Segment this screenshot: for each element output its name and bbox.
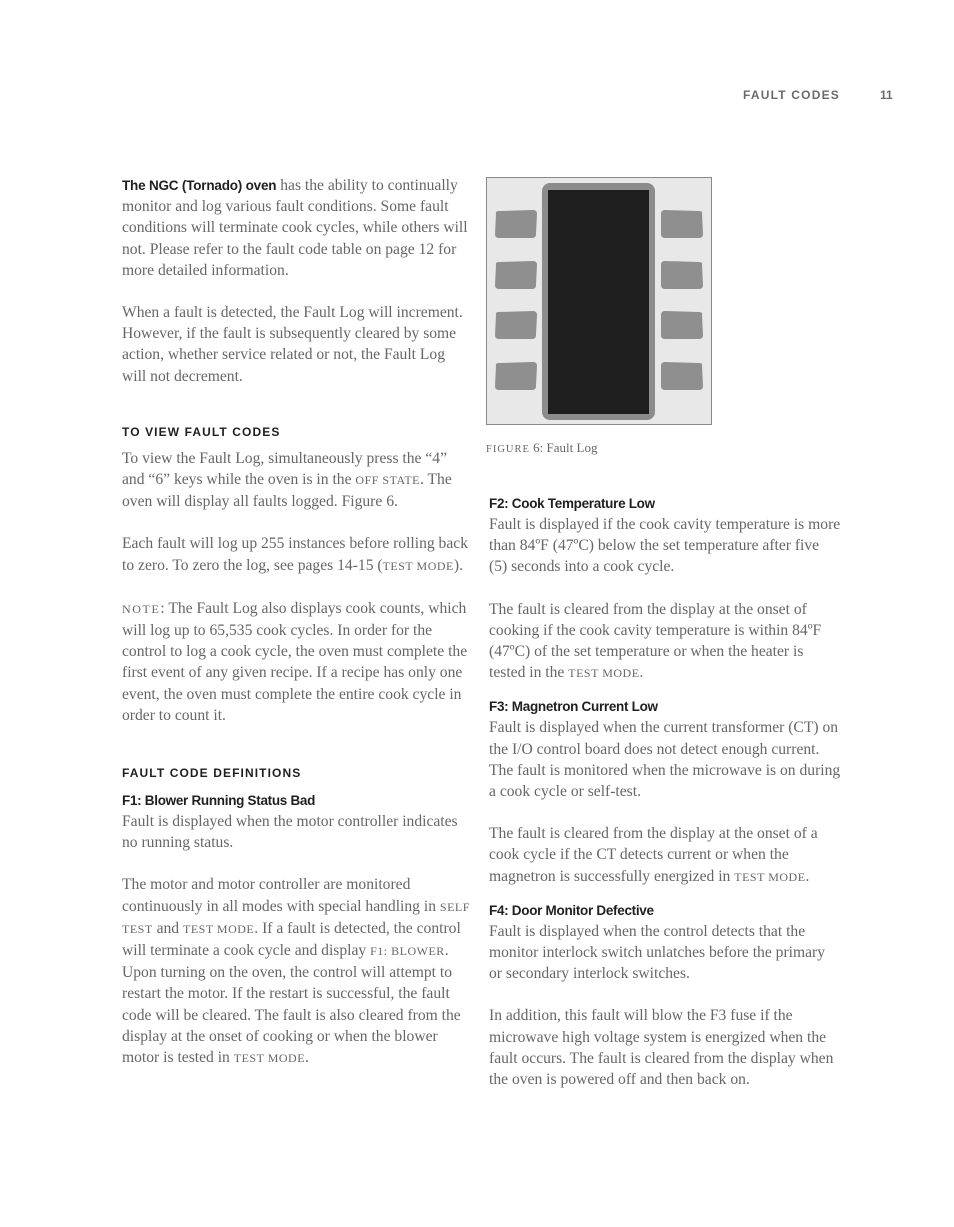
view-paragraph-2 — [122, 533, 472, 576]
f4-paragraph-1: Fault is displayed when the control detects that the monitor interlock switch unlatches before the primary or secondary interlock switches. — [489, 922, 826, 983]
view-p2-text-end: ). — [453, 556, 463, 574]
section-heading-view: TO VIEW FAULT CODES — [122, 424, 281, 439]
f1-p2-text-e: . — [305, 1049, 309, 1067]
soft-key-button — [661, 311, 703, 339]
soft-key-button — [661, 210, 703, 238]
soft-key-button — [495, 311, 537, 339]
soft-key-button — [495, 210, 537, 238]
view-p1-text: To view the Fault Log, simultaneously press the “4” and “6” keys while the oven is in the — [122, 449, 448, 489]
display-screen — [548, 190, 649, 414]
left-column — [122, 175, 472, 1069]
f3-title: F3: Magnetron Current Low — [489, 699, 658, 715]
intro-paragraph — [122, 175, 472, 281]
f2-title: F2: Cook Temperature Low — [489, 496, 655, 511]
f2-p2-text-end: . — [639, 664, 644, 682]
figure-caption-label: FIGURE — [486, 444, 530, 455]
view-paragraph-1 — [122, 448, 472, 513]
right-column — [489, 493, 841, 1090]
f1-paragraph-2 — [122, 874, 472, 1069]
soft-key-button — [495, 362, 537, 390]
f2-p2-text: The fault is cleared from the display at the onset of cooking if the cook cavity temperature is within 84ºF (47ºC) of the set temperature or when the heater is tested in the — [489, 600, 822, 682]
section-heading-definitions: FAULT CODE DEFINITIONS — [122, 766, 302, 781]
f3-p2-text: The fault is cleared from the display at the onset of a cook cycle if the CT detects current or when the magnetron is successfully energized in — [489, 825, 818, 885]
intro-lead: The NGC (Tornado) oven — [122, 178, 277, 193]
f3-p2-smallcaps: TEST MODE — [734, 869, 806, 884]
f1-p2-smallcaps-3: F1: BLOWER — [370, 944, 445, 959]
f1-p2-smallcaps-2: TEST MODE — [182, 921, 255, 936]
running-head: FAULT CODES — [743, 88, 840, 102]
f3-paragraph-1: Fault is displayed when the current transformer (CT) on the I/O control board does not detect enough current. The fault is monitored when the microwave is on during a cook cycle or self-test. — [489, 719, 841, 801]
view-p1-text-end: . The oven will display all faults logged. Figure 6. — [122, 471, 452, 511]
f2-paragraph-1: Fault is displayed if the cook cavity temperature is more than 84ºF (47ºC) below the set temperature after five (5) seconds into a cook cycle. — [489, 516, 841, 576]
figure-caption — [486, 437, 597, 460]
f4-title: F4: Door Monitor Defective — [489, 902, 654, 918]
note-label: NOTE — [122, 601, 161, 616]
f1-p2-smallcaps-1: SELF TEST — [122, 899, 470, 936]
f1-p2-text-a: The motor and motor controller are monitored continuously in all modes with special handling in — [122, 876, 440, 915]
f2-paragraph-2 — [489, 599, 841, 685]
f1-p2-text-d: . Upon turning on the oven, the control will attempt to restart the motor. If the restart is successful, the fault code will be cleared. The fault is also cleared from the display at the onset of cooking or when the blower motor is tested in — [122, 942, 461, 1067]
soft-key-button — [495, 261, 537, 289]
intro-text: has the ability to continually monitor and log various fault conditions. Some fault conditions will terminate cook cycles, while others will not. Please refer to the fault code table on page 12 for more detailed information. — [122, 177, 468, 279]
figure-caption-text: 6: Fault Log — [529, 440, 598, 455]
f3-paragraph-2 — [489, 823, 841, 888]
f1-p2-text-b: and — [152, 919, 183, 937]
note-paragraph — [122, 598, 472, 726]
f1-paragraph-1: Fault is displayed when the motor controller indicates no running status. — [122, 813, 458, 852]
f4-paragraph-2: In addition, this fault will blow the F3 fuse if the microwave high voltage system is energized when the fault occurs. The fault is cleared from the display when the oven is powered off and then back on. — [489, 1007, 834, 1089]
page-number: 11 — [880, 88, 893, 102]
intro-paragraph-2: When a fault is detected, the Fault Log will increment. However, if the fault is subsequently cleared by some action, whether service related or not, the Fault Log will not decrement. — [122, 304, 463, 385]
f3-p2-text-end: . — [805, 867, 810, 885]
note-text: : The Fault Log also displays cook counts, which will log up to 65,535 cook cycles. In order for the control to log a cook cycle, the oven must complete the first event of any given recipe. If a recipe has only one event, the oven must complete the entire cook cycle in order to count it. — [122, 599, 468, 724]
view-p1-smallcaps: OFF STATE — [355, 473, 420, 488]
f1-p2-text-c: . If a fault is detected, the control will terminate a cook cycle and display — [122, 919, 461, 960]
f2-p2-smallcaps: TEST MODE — [568, 666, 640, 681]
control-panel-illustration — [487, 178, 711, 424]
f1-title: F1: Blower Running Status Bad — [122, 793, 316, 809]
f1-p2-smallcaps-4: TEST MODE — [233, 1051, 306, 1066]
figure-6-control-panel — [486, 177, 712, 425]
soft-key-button — [661, 261, 703, 289]
soft-key-button — [661, 362, 703, 390]
view-p2-smallcaps: TEST MODE — [382, 558, 454, 573]
view-p2-text: Each fault will log up 255 instances before rolling back to zero. To zero the log, see pages 14-15 ( — [122, 535, 468, 574]
